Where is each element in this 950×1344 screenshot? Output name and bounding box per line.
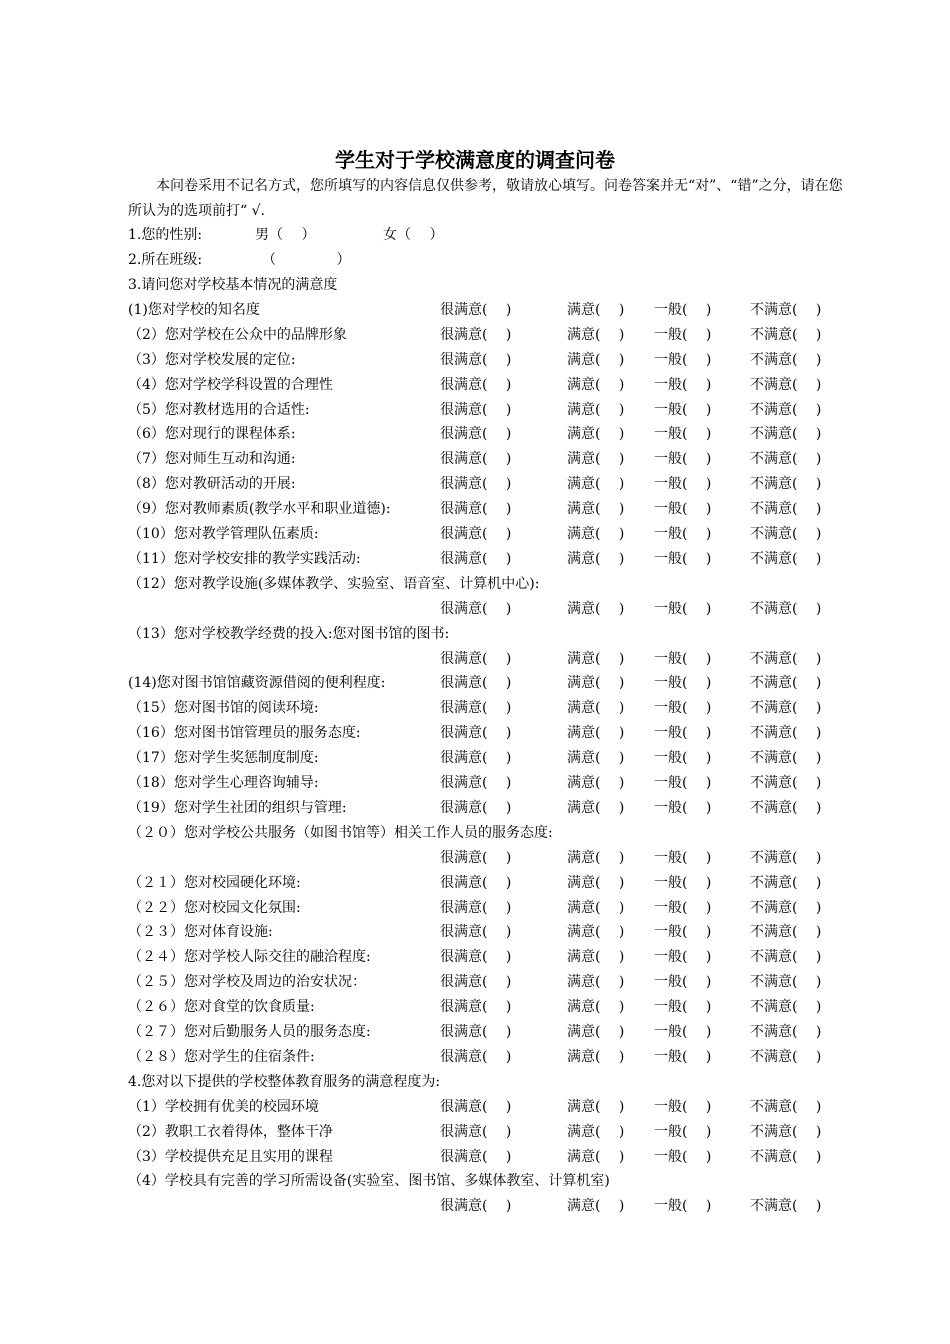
s3-q15-option-satisfied[interactable]: 满意( ) (567, 700, 625, 716)
s3-question-12: （12）您对教学设施(多媒体教学、实验室、语音室、计算机中心): (128, 576, 540, 592)
s3-q9-option-satisfied[interactable]: 满意( ) (567, 501, 625, 517)
s3-q7-option-very-satisfied[interactable]: 很满意( ) (440, 451, 512, 467)
s3-question-24: （２４）您对学校人际交往的融洽程度: (128, 949, 371, 965)
s3-question-17: （17）您对学生奖惩制度制度: (128, 750, 319, 766)
s3-q4-option-very-satisfied[interactable]: 很满意( ) (440, 377, 512, 393)
s3-q19-option-very-satisfied[interactable]: 很满意( ) (440, 800, 512, 816)
s3-q24-option-satisfied[interactable]: 满意( ) (567, 949, 625, 965)
s3-q9-option-neutral[interactable]: 一般( ) (654, 501, 712, 517)
s3-q7-option-neutral[interactable]: 一般( ) (654, 451, 712, 467)
s3-q2-option-dissatisfied[interactable]: 不满意( ) (750, 327, 822, 343)
s3-q23-option-very-satisfied[interactable]: 很满意( ) (440, 924, 512, 940)
s3-question-26: （２６）您对食堂的饮食质量: (128, 999, 315, 1015)
s3-q17-option-dissatisfied[interactable]: 不满意( ) (750, 750, 822, 766)
s3-q5-option-dissatisfied[interactable]: 不满意( ) (750, 402, 822, 418)
s3-q5-option-satisfied[interactable]: 满意( ) (567, 402, 625, 418)
s3-question-23: （２３）您对体育设施: (128, 924, 273, 940)
s3-question-10: （10）您对教学管理队伍素质: (128, 526, 319, 542)
s3-q23-option-satisfied[interactable]: 满意( ) (567, 924, 625, 940)
s3-q17-option-neutral[interactable]: 一般( ) (654, 750, 712, 766)
s3-q1-option-very-satisfied[interactable]: 很满意( ) (440, 302, 512, 318)
s3-q10-option-satisfied[interactable]: 满意( ) (567, 526, 625, 542)
gender-female-option[interactable]: 女（ ） (383, 227, 444, 243)
s3-q10-option-very-satisfied[interactable]: 很满意( ) (440, 526, 512, 542)
s3-q18-option-satisfied[interactable]: 满意( ) (567, 775, 625, 791)
s3-question-5: （5）您对教材选用的合适性: (128, 402, 310, 418)
s4-q1-option-satisfied[interactable]: 满意( ) (567, 1099, 625, 1115)
s3-q27-option-very-satisfied[interactable]: 很满意( ) (440, 1024, 512, 1040)
s4-q4-option-very-satisfied[interactable]: 很满意( ) (440, 1198, 512, 1214)
s3-q17-option-very-satisfied[interactable]: 很满意( ) (440, 750, 512, 766)
s3-q24-option-dissatisfied[interactable]: 不满意( ) (750, 949, 822, 965)
s3-question-11: （11）您对学校安排的教学实践活动: (128, 551, 361, 567)
s3-question-13: （13）您对学校教学经费的投入:您对图书馆的图书: (128, 626, 450, 642)
s3-q13-option-very-satisfied[interactable]: 很满意( ) (440, 651, 512, 667)
s3-q13-option-neutral[interactable]: 一般( ) (654, 651, 712, 667)
s3-q14-option-very-satisfied[interactable]: 很满意( ) (440, 675, 512, 691)
intro-paragraph: 本问卷采用不记名方式，您所填写的内容信息仅供参考，敬请放心填写。问卷答案并无“对”、“错”之分，请在您所认为的选项前打“ √. (128, 178, 843, 219)
s4-q1-option-dissatisfied[interactable]: 不满意( ) (750, 1099, 822, 1115)
s3-q14-option-dissatisfied[interactable]: 不满意( ) (750, 675, 822, 691)
s3-q28-option-satisfied[interactable]: 满意( ) (567, 1049, 625, 1065)
s3-q3-option-neutral[interactable]: 一般( ) (654, 352, 712, 368)
s3-q2-option-satisfied[interactable]: 满意( ) (567, 327, 625, 343)
s4-question-3: （3）学校提供充足且实用的课程 (128, 1149, 333, 1165)
s3-q5-option-neutral[interactable]: 一般( ) (654, 402, 712, 418)
s3-q17-option-satisfied[interactable]: 满意( ) (567, 750, 625, 766)
s3-q4-option-neutral[interactable]: 一般( ) (654, 377, 712, 393)
s3-question-21: （２１）您对校园硬化环境: (128, 875, 301, 891)
s3-q15-option-very-satisfied[interactable]: 很满意( ) (440, 700, 512, 716)
s3-q26-option-satisfied[interactable]: 满意( ) (567, 999, 625, 1015)
s3-q8-option-neutral[interactable]: 一般( ) (654, 476, 712, 492)
s3-question-1: (1)您对学校的知名度 (128, 302, 260, 318)
s3-q1-option-satisfied[interactable]: 满意( ) (567, 302, 625, 318)
gender-label: 1.您的性别: (128, 227, 203, 243)
s3-q19-option-satisfied[interactable]: 满意( ) (567, 800, 625, 816)
s3-q12-option-neutral[interactable]: 一般( ) (654, 601, 712, 617)
s3-question-20: （２０）您对学校公共服务（如图书馆等）相关工作人员的服务态度: (128, 825, 553, 841)
s3-q8-option-dissatisfied[interactable]: 不满意( ) (750, 476, 822, 492)
page-title: 学生对于学校满意度的调查问卷 (335, 148, 615, 172)
section3-title: 3.请问您对学校基本情况的满意度 (128, 277, 338, 293)
s3-q14-option-satisfied[interactable]: 满意( ) (567, 675, 625, 691)
s3-q13-option-satisfied[interactable]: 满意( ) (567, 651, 625, 667)
s3-q22-option-very-satisfied[interactable]: 很满意( ) (440, 900, 512, 916)
s3-q8-option-satisfied[interactable]: 满意( ) (567, 476, 625, 492)
s3-question-16: （16）您对图书馆管理员的服务态度: (128, 725, 361, 741)
s4-q3-option-satisfied[interactable]: 满意( ) (567, 1149, 625, 1165)
s3-q4-option-satisfied[interactable]: 满意( ) (567, 377, 625, 393)
s3-q19-option-dissatisfied[interactable]: 不满意( ) (750, 800, 822, 816)
s3-q28-option-neutral[interactable]: 一般( ) (654, 1049, 712, 1065)
s3-q11-option-neutral[interactable]: 一般( ) (654, 551, 712, 567)
s4-q1-option-neutral[interactable]: 一般( ) (654, 1099, 712, 1115)
s3-q21-option-very-satisfied[interactable]: 很满意( ) (440, 875, 512, 891)
s4-q2-option-very-satisfied[interactable]: 很满意( ) (440, 1124, 512, 1140)
s3-question-25: （２５）您对学校及周边的治安状况： (128, 974, 366, 990)
s3-q19-option-neutral[interactable]: 一般( ) (654, 800, 712, 816)
s3-q13-option-dissatisfied[interactable]: 不满意( ) (750, 651, 822, 667)
s4-question-4: （4）学校具有完善的学习所需设备(实验室、图书馆、多媒体教室、计算机室) (128, 1173, 610, 1189)
s3-q12-option-dissatisfied[interactable]: 不满意( ) (750, 601, 822, 617)
s3-q16-option-dissatisfied[interactable]: 不满意( ) (750, 725, 822, 741)
s3-question-14: (14)您对图书馆馆藏资源借阅的便利程度: (128, 675, 386, 691)
s4-q4-option-dissatisfied[interactable]: 不满意( ) (750, 1198, 822, 1214)
s3-q18-option-neutral[interactable]: 一般( ) (654, 775, 712, 791)
s3-q16-option-neutral[interactable]: 一般( ) (654, 725, 712, 741)
s3-q15-option-neutral[interactable]: 一般( ) (654, 700, 712, 716)
s3-q22-option-neutral[interactable]: 一般( ) (654, 900, 712, 916)
s3-q16-option-satisfied[interactable]: 满意( ) (567, 725, 625, 741)
s3-q10-option-dissatisfied[interactable]: 不满意( ) (750, 526, 822, 542)
s3-q23-option-neutral[interactable]: 一般( ) (654, 924, 712, 940)
s3-q12-option-satisfied[interactable]: 满意( ) (567, 601, 625, 617)
s3-question-18: （18）您对学生心理咨询辅导: (128, 775, 319, 791)
gender-male-option[interactable]: 男（ ） (255, 227, 316, 243)
s4-q3-option-dissatisfied[interactable]: 不满意( ) (750, 1149, 822, 1165)
s3-q12-option-very-satisfied[interactable]: 很满意( ) (440, 601, 512, 617)
s3-q16-option-very-satisfied[interactable]: 很满意( ) (440, 725, 512, 741)
s3-q27-option-satisfied[interactable]: 满意( ) (567, 1024, 625, 1040)
s3-q24-option-neutral[interactable]: 一般( ) (654, 949, 712, 965)
s3-q1-option-neutral[interactable]: 一般( ) (654, 302, 712, 318)
s3-q3-option-satisfied[interactable]: 满意( ) (567, 352, 625, 368)
s3-q22-option-dissatisfied[interactable]: 不满意( ) (750, 900, 822, 916)
s3-q6-option-very-satisfied[interactable]: 很满意( ) (440, 426, 512, 442)
s3-question-9: （9）您对教师素质(教学水平和职业道德): (128, 501, 391, 517)
s3-q2-option-very-satisfied[interactable]: 很满意( ) (440, 327, 512, 343)
s3-q24-option-very-satisfied[interactable]: 很满意( ) (440, 949, 512, 965)
s3-q23-option-dissatisfied[interactable]: 不满意( ) (750, 924, 822, 940)
s3-q9-option-dissatisfied[interactable]: 不满意( ) (750, 501, 822, 517)
s3-question-28: （２８）您对学生的住宿条件: (128, 1049, 315, 1065)
s3-q20-option-satisfied[interactable]: 满意( ) (567, 850, 625, 866)
s4-q2-option-neutral[interactable]: 一般( ) (654, 1124, 712, 1140)
s3-question-6: （6）您对现行的课程体系: (128, 426, 296, 442)
s3-q8-option-very-satisfied[interactable]: 很满意( ) (440, 476, 512, 492)
s4-q4-option-satisfied[interactable]: 满意( ) (567, 1198, 625, 1214)
s3-q25-option-dissatisfied[interactable]: 不满意( ) (750, 974, 822, 990)
s3-q11-option-satisfied[interactable]: 满意( ) (567, 551, 625, 567)
s3-q11-option-very-satisfied[interactable]: 很满意( ) (440, 551, 512, 567)
s3-q26-option-dissatisfied[interactable]: 不满意( ) (750, 999, 822, 1015)
s3-question-2: （2）您对学校在公众中的品牌形象 (128, 327, 347, 343)
s4-q3-option-neutral[interactable]: 一般( ) (654, 1149, 712, 1165)
s3-q25-option-neutral[interactable]: 一般( ) (654, 974, 712, 990)
s3-question-19: （19）您对学生社团的组织与管理: (128, 800, 347, 816)
s4-question-2: （2）教职工衣着得体，整体干净 (128, 1124, 333, 1140)
s3-question-3: （3）您对学校发展的定位: (128, 352, 296, 368)
s4-q3-option-very-satisfied[interactable]: 很满意( ) (440, 1149, 512, 1165)
s3-q4-option-dissatisfied[interactable]: 不满意( ) (750, 377, 822, 393)
s3-q15-option-dissatisfied[interactable]: 不满意( ) (750, 700, 822, 716)
s3-question-8: （8）您对教研活动的开展: (128, 476, 296, 492)
s3-q20-option-neutral[interactable]: 一般( ) (654, 850, 712, 866)
s3-q26-option-neutral[interactable]: 一般( ) (654, 999, 712, 1015)
s3-question-27: （２７）您对后勤服务人员的服务态度: (128, 1024, 371, 1040)
s3-question-15: （15）您对图书馆的阅读环境: (128, 700, 319, 716)
s4-question-1: （1）学校拥有优美的校园环境 (128, 1099, 319, 1115)
s3-q18-option-very-satisfied[interactable]: 很满意( ) (440, 775, 512, 791)
s3-q5-option-very-satisfied[interactable]: 很满意( ) (440, 402, 512, 418)
s3-q14-option-neutral[interactable]: 一般( ) (654, 675, 712, 691)
s3-q21-option-neutral[interactable]: 一般( ) (654, 875, 712, 891)
s3-q6-option-neutral[interactable]: 一般( ) (654, 426, 712, 442)
s4-q2-option-satisfied[interactable]: 满意( ) (567, 1124, 625, 1140)
s4-q2-option-dissatisfied[interactable]: 不满意( ) (750, 1124, 822, 1140)
s3-q2-option-neutral[interactable]: 一般( ) (654, 327, 712, 343)
s4-q4-option-neutral[interactable]: 一般( ) (654, 1198, 712, 1214)
s3-question-7: （7）您对师生互动和沟通: (128, 451, 296, 467)
s3-q7-option-dissatisfied[interactable]: 不满意( ) (750, 451, 822, 467)
s3-q22-option-satisfied[interactable]: 满意( ) (567, 900, 625, 916)
s4-q1-option-very-satisfied[interactable]: 很满意( ) (440, 1099, 512, 1115)
s3-q21-option-dissatisfied[interactable]: 不满意( ) (750, 875, 822, 891)
s3-q20-option-very-satisfied[interactable]: 很满意( ) (440, 850, 512, 866)
s3-q10-option-neutral[interactable]: 一般( ) (654, 526, 712, 542)
s3-q28-option-very-satisfied[interactable]: 很满意( ) (440, 1049, 512, 1065)
class-input-blank[interactable]: （ ） (262, 252, 351, 268)
s3-q1-option-dissatisfied[interactable]: 不满意( ) (750, 302, 822, 318)
class-label: 2.所在班级: (128, 252, 203, 268)
s3-q18-option-dissatisfied[interactable]: 不满意( ) (750, 775, 822, 791)
s3-q3-option-very-satisfied[interactable]: 很满意( ) (440, 352, 512, 368)
s3-q20-option-dissatisfied[interactable]: 不满意( ) (750, 850, 822, 866)
s3-q11-option-dissatisfied[interactable]: 不满意( ) (750, 551, 822, 567)
s3-q6-option-satisfied[interactable]: 满意( ) (567, 426, 625, 442)
section4-title: 4.您对以下提供的学校整体教育服务的满意程度为: (128, 1074, 441, 1090)
s3-q7-option-satisfied[interactable]: 满意( ) (567, 451, 625, 467)
s3-question-4: （4）您对学校学科设置的合理性 (128, 377, 333, 393)
s3-q27-option-dissatisfied[interactable]: 不满意( ) (750, 1024, 822, 1040)
s3-q25-option-very-satisfied[interactable]: 很满意( ) (440, 974, 512, 990)
s3-q28-option-dissatisfied[interactable]: 不满意( ) (750, 1049, 822, 1065)
s3-q25-option-satisfied[interactable]: 满意( ) (567, 974, 625, 990)
s3-q27-option-neutral[interactable]: 一般( ) (654, 1024, 712, 1040)
s3-q9-option-very-satisfied[interactable]: 很满意( ) (440, 501, 512, 517)
s3-q21-option-satisfied[interactable]: 满意( ) (567, 875, 625, 891)
s3-q6-option-dissatisfied[interactable]: 不满意( ) (750, 426, 822, 442)
s3-question-22: （２２）您对校园文化氛围: (128, 900, 301, 916)
s3-q26-option-very-satisfied[interactable]: 很满意( ) (440, 999, 512, 1015)
s3-q3-option-dissatisfied[interactable]: 不满意( ) (750, 352, 822, 368)
